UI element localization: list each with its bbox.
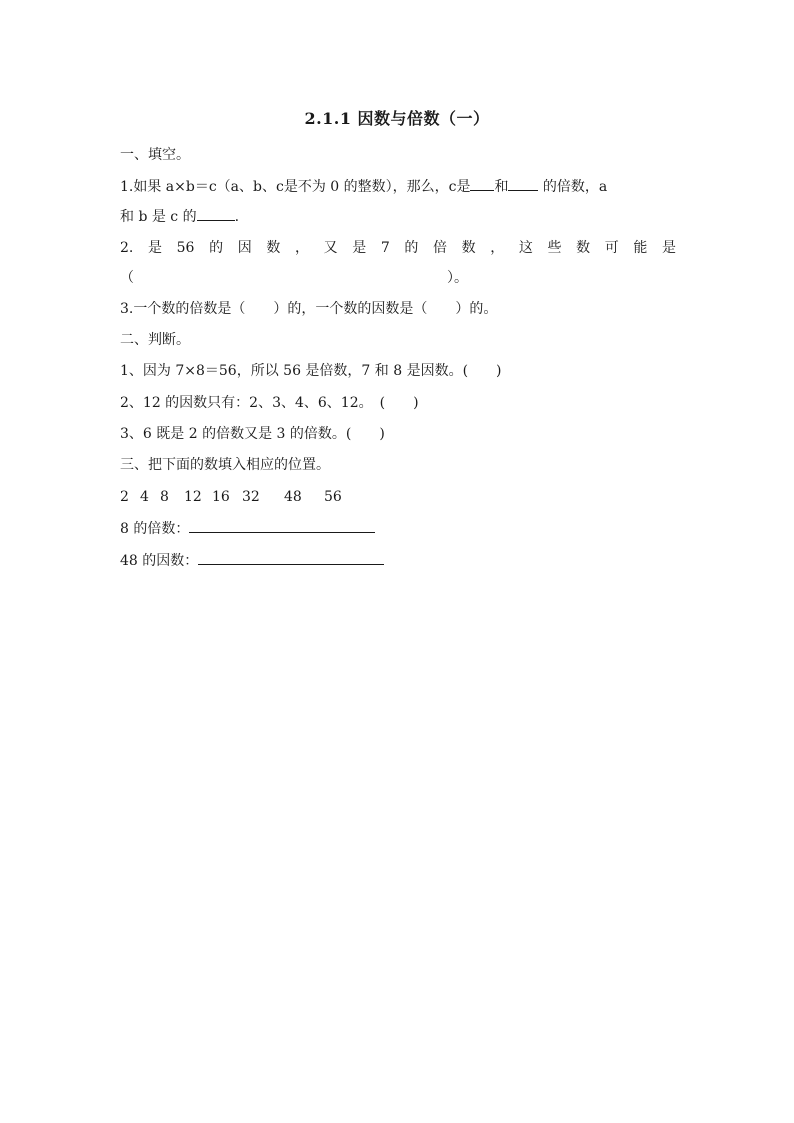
factors-of-48-row (120, 550, 676, 571)
number-item: 8 (160, 489, 169, 505)
q1-blank-2[interactable] (508, 176, 538, 191)
number-item: 56 (324, 489, 342, 505)
q2-word: 是 (147, 240, 162, 256)
judgement-item-1: 1、因为 7×8＝56，所以 56 是倍数，7 和 8 是因数。( ) (120, 363, 502, 379)
q2-word: 56 (176, 240, 195, 256)
q2-word: 是 (661, 240, 676, 256)
q1-text-4: 和 b 是 c 的 (120, 209, 197, 225)
factors-answer-line[interactable] (198, 550, 384, 565)
q2-close-paren: ）。 (447, 270, 468, 286)
q2-word: 这 (518, 240, 533, 256)
q2-word: 2. (120, 240, 134, 256)
question-1-line-2 (120, 206, 676, 227)
number-item: 16 (212, 489, 230, 505)
section-1-heading: 一、填空。 (120, 147, 190, 163)
q2-word: 倍 (432, 240, 447, 256)
q2-word: ， (490, 240, 505, 256)
number-item: 2 (120, 489, 129, 505)
q2-word: 又 (323, 240, 338, 256)
q1-text-1: 1.如果 a×b＝c（a、b、c是不为 0 的整数），那么，c是 (120, 179, 471, 195)
judgement-item-3: 3、6 既是 2 的倍数又是 3 的倍数。( ) (120, 426, 385, 442)
q2-word: 数 (461, 240, 476, 256)
question-2-line-2 (120, 268, 676, 288)
q2-word: ， (294, 240, 309, 256)
section-2-heading: 二、判断。 (120, 332, 190, 348)
q1-text-5: . (234, 209, 240, 225)
multiples-label: 8 的倍数： (120, 521, 190, 537)
q2-word: 可 (604, 240, 619, 256)
q2-word: 些 (547, 240, 562, 256)
q2-word: 的 (209, 240, 224, 256)
number-item: 4 (140, 489, 149, 505)
q1-text-3: 的倍数，a (538, 179, 608, 195)
q1-blank-1[interactable] (470, 176, 494, 191)
q2-word: 能 (633, 240, 648, 256)
section-3-heading: 三、把下面的数填入相应的位置。 (120, 457, 330, 473)
number-item: 48 (284, 489, 302, 505)
multiples-answer-line[interactable] (189, 518, 375, 533)
q1-blank-3[interactable] (197, 206, 235, 221)
multiples-of-8-row (120, 518, 676, 539)
number-list (120, 487, 676, 507)
question-3: 3.一个数的倍数是（ ）的，一个数的因数是（ ）的。 (120, 301, 498, 317)
factors-label: 48 的因数： (120, 553, 199, 569)
number-item: 12 (184, 489, 202, 505)
q2-word: 因 (237, 240, 252, 256)
q2-word: 数 (266, 240, 281, 256)
judgement-item-2: 2、12 的因数只有：2、3、4、6、12。 ( ) (120, 395, 419, 411)
q1-text-2: 和 (494, 179, 509, 195)
q2-word: 7 (380, 240, 390, 256)
question-1-line-1 (120, 176, 676, 197)
q2-word: 是 (352, 240, 367, 256)
q2-word: 数 (576, 240, 591, 256)
page-title: 2.1.1 因数与倍数（一） (304, 109, 490, 128)
question-2-line-1 (120, 238, 676, 258)
number-item: 32 (242, 489, 260, 505)
q2-word: 的 (404, 240, 419, 256)
q2-open-paren: （ (120, 270, 134, 286)
